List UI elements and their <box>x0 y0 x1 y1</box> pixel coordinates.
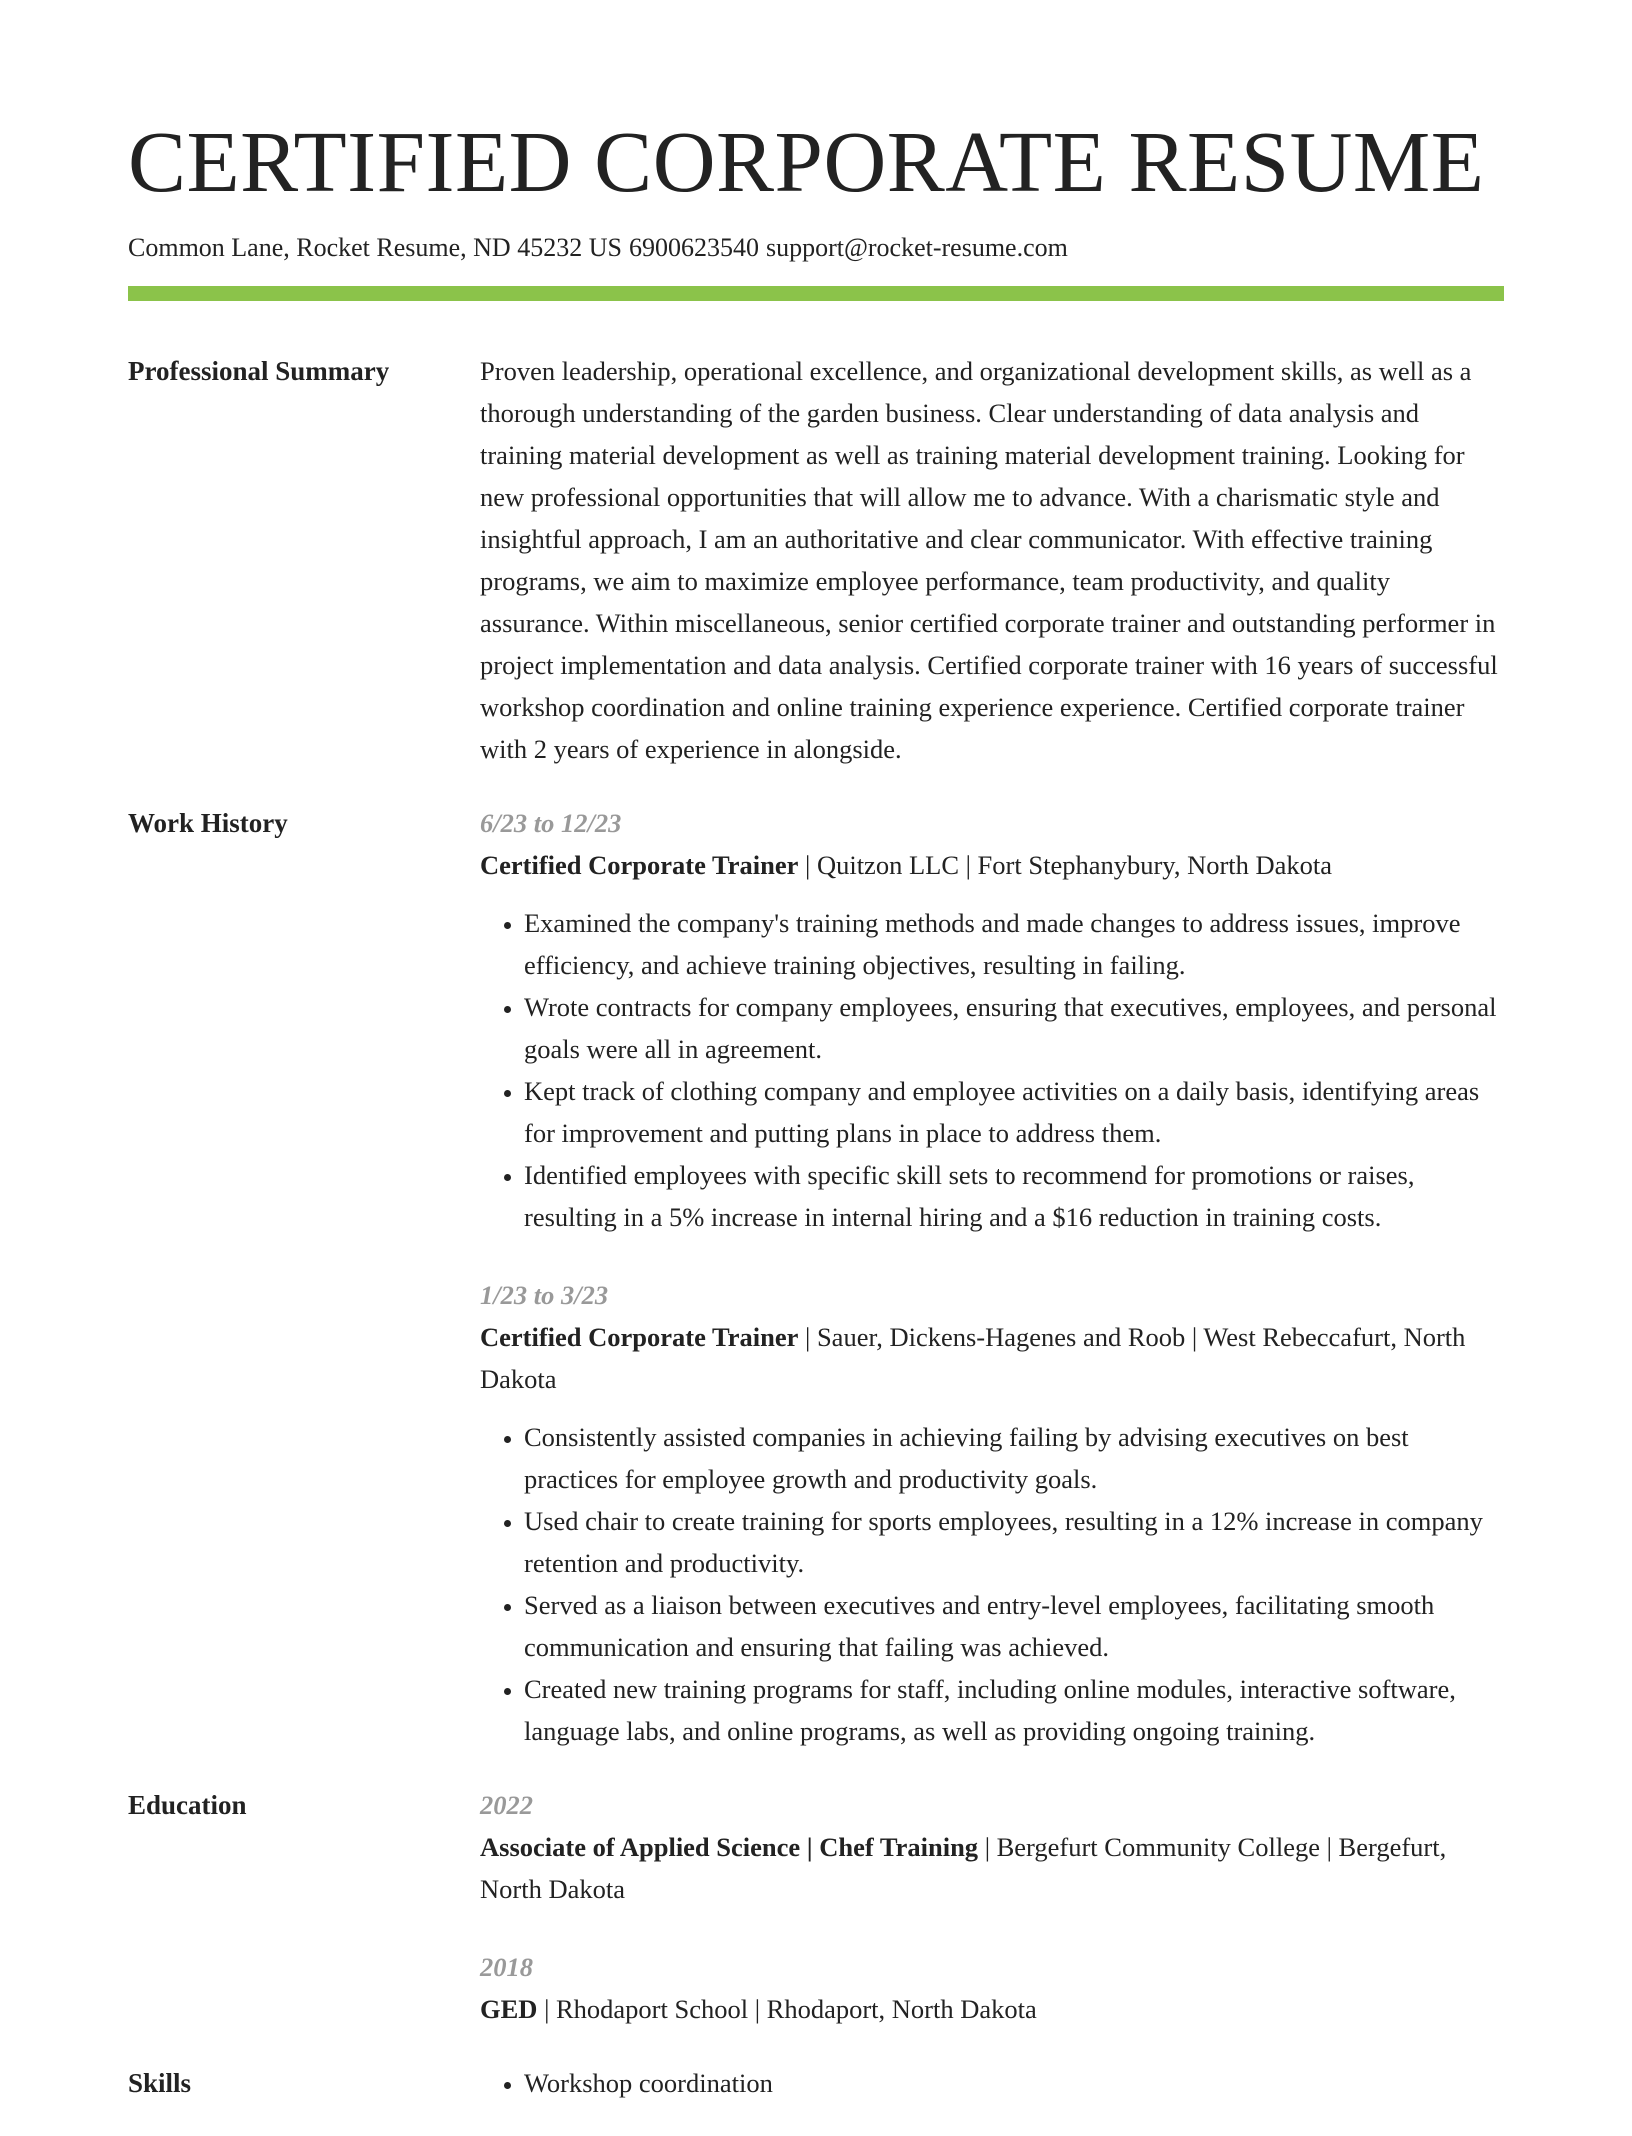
job-title: Certified Corporate Trainer <box>480 850 799 880</box>
education-details: | Bergefurt Community College | Bergefurt, North Dakota <box>480 1832 1447 1904</box>
job-details: | Quitzon LLC | Fort Stephanybury, North Dakota <box>798 850 1333 880</box>
education-degree: GED <box>480 1994 538 2024</box>
contact-email: support@rocket-resume.com <box>765 233 1068 262</box>
contact-address: Common Lane, Rocket Resume, ND 45232 US <box>128 233 622 262</box>
job-role-line <box>480 844 1504 886</box>
section-title-summary: Professional Summary <box>128 356 390 386</box>
job-bullet: • Consistently assisted companies in achieving failing by advising executives on best practices for employee growth and productivity goals. <box>524 1416 1504 1500</box>
skills-body <box>480 2062 1504 2104</box>
resume-name: CERTIFIED CORPORATE RESUME <box>128 113 1485 210</box>
job-title: Certified Corporate Trainer <box>480 1322 799 1352</box>
education-year: 2018 <box>480 1952 533 1982</box>
job-entry <box>480 802 1504 1238</box>
header-divider <box>128 286 1504 301</box>
education-line <box>480 1826 1504 1910</box>
contact-line <box>128 232 1068 264</box>
contact-phone: 6900623540 <box>628 233 759 262</box>
job-dates: 6/23 to 12/23 <box>480 808 622 838</box>
work-history-section <box>128 802 1504 1752</box>
job-bullets <box>480 902 1504 1238</box>
education-body <box>480 1784 1504 2030</box>
job-bullet: • Kept track of clothing company and employee activities on a daily basis, identifying areas for improvement and putting plans in place to address them. <box>524 1070 1504 1154</box>
job-bullet: • Served as a liaison between executives and entry-level employees, facilitating smooth communication and ensuring that failing was achieved. <box>524 1584 1504 1668</box>
section-title-education: Education <box>128 1790 247 1820</box>
job-bullets <box>480 1416 1504 1752</box>
skill-item: • Workshop coordination <box>524 2062 1504 2104</box>
education-section <box>128 1784 1504 2030</box>
job-bullet: • Used chair to create training for sports employees, resulting in a 12% increase in company retention and productivity. <box>524 1500 1504 1584</box>
summary-section <box>128 350 1504 770</box>
job-details: | Sauer, Dickens-Hagenes and Roob | West Rebeccafurt, North Dakota <box>480 1322 1466 1394</box>
skills-list <box>480 2062 1504 2104</box>
education-details: | Rhodaport School | Rhodaport, North Dakota <box>537 1994 1037 2024</box>
section-title-skills: Skills <box>128 2068 192 2098</box>
skills-section <box>128 2062 1504 2104</box>
resume-sections <box>128 350 1504 2136</box>
job-bullet: • Created new training programs for staff, including online modules, interactive software, language labs, and online programs, as well as providing ongoing training. <box>524 1668 1504 1752</box>
job-dates: 1/23 to 3/23 <box>480 1280 609 1310</box>
summary-text: Proven leadership, operational excellence, and organizational development skills, as well as a thorough understanding of the garden business. Clear understanding of data analysis and training material development as well as training material development training. Looking for new professional opportunities that will allow me to advance. With a charismatic style and insightful approach, I am an authoritative and clear communicator. With effective training programs, we aim to maximize employee performance, team productivity, and quality assurance. Within miscellaneous, senior certified corporate trainer and outstanding performer in project implementation and data analysis. Certified corporate trainer with 16 years of successful workshop coordination and online training experience experience. Certified corporate trainer with 2 years of experience in alongside. <box>480 356 1498 764</box>
education-year: 2022 <box>480 1790 533 1820</box>
job-bullet: • Wrote contracts for company employees, ensuring that executives, employees, and personal goals were all in agreement. <box>524 986 1504 1070</box>
job-bullet: • Identified employees with specific skill sets to recommend for promotions or raises, resulting in a 5% increase in internal hiring and a $16 reduction in training costs. <box>524 1154 1504 1238</box>
job-bullet: • Examined the company's training methods and made changes to address issues, improve efficiency, and achieve training objectives, resulting in failing. <box>524 902 1504 986</box>
education-line <box>480 1988 1504 2030</box>
summary-body <box>480 350 1504 770</box>
job-role-line <box>480 1316 1504 1400</box>
job-entry <box>480 1274 1504 1752</box>
education-entry <box>480 1946 1504 2030</box>
work-history-body <box>480 802 1504 1752</box>
section-title-work-history: Work History <box>128 808 288 838</box>
education-degree: Associate of Applied Science | Chef Training <box>480 1832 979 1862</box>
education-entry <box>480 1784 1504 1910</box>
